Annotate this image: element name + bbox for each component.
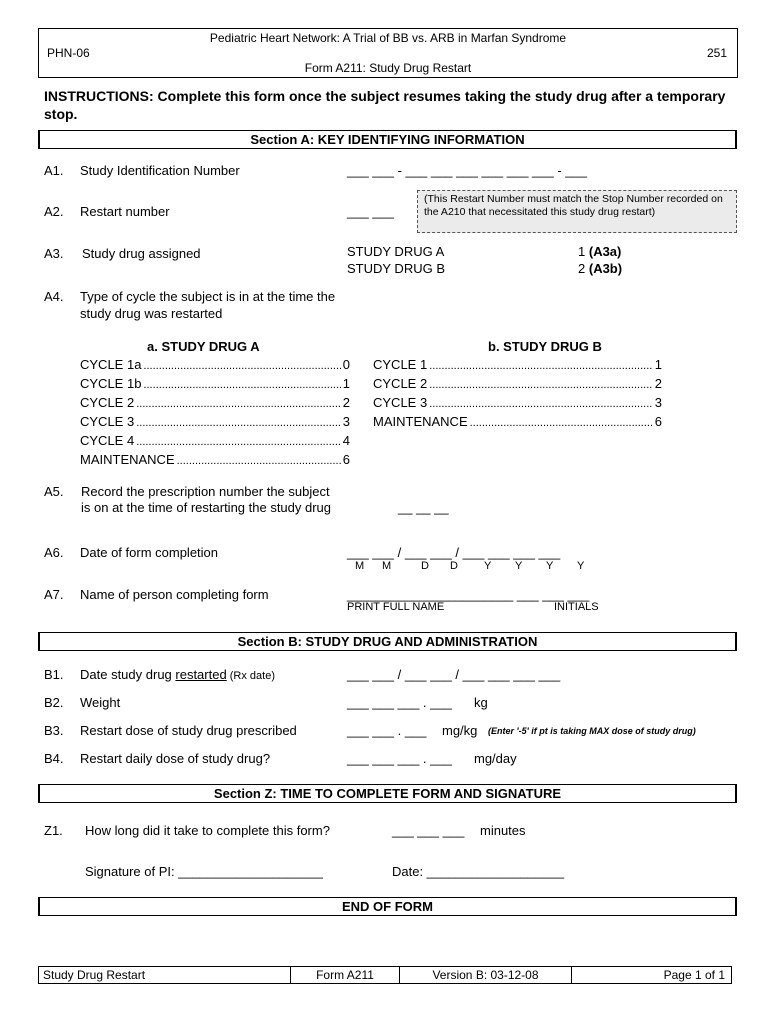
restart-date-field[interactable]: ___ ___ / ___ ___ / ___ ___ ___ ___ bbox=[347, 667, 561, 682]
protocol-id: PHN-06 bbox=[47, 46, 90, 60]
form-header bbox=[38, 28, 738, 78]
b1-label-small: (Rx date) bbox=[226, 670, 275, 682]
a2-label: Restart number bbox=[80, 204, 170, 219]
cycle-code: 6 bbox=[342, 452, 350, 467]
date-part-label: D bbox=[421, 560, 429, 572]
drug-b-title: b. STUDY DRUG B bbox=[488, 339, 602, 354]
a3-option-drug-a[interactable]: STUDY DRUG A bbox=[347, 244, 445, 259]
a3-skip-2: (A3b) bbox=[588, 261, 623, 276]
footer-page-number: Page 1 of 1 bbox=[663, 968, 725, 982]
date-part-label: M bbox=[355, 560, 365, 572]
cycle-code: 1 bbox=[342, 376, 350, 391]
completion-time-field[interactable]: ___ ___ ___ bbox=[392, 823, 465, 838]
a7-label: Name of person completing form bbox=[80, 587, 269, 602]
date-part-label: Y bbox=[484, 560, 492, 572]
drug-a-title: a. STUDY DRUG A bbox=[147, 339, 260, 354]
a5-label-line2: is on at the time of restarting the study drug bbox=[81, 500, 332, 515]
cycle-label: CYCLE 3 bbox=[80, 414, 135, 429]
form-completion-date-field[interactable]: ___ ___ / ___ ___ / ___ ___ ___ ___ bbox=[347, 545, 561, 560]
a2-number: A2. bbox=[44, 204, 64, 219]
restart-dose-field[interactable]: ___ ___ . ___ bbox=[347, 723, 427, 738]
drug-a-cycle-option[interactable] bbox=[80, 412, 350, 433]
b1-label bbox=[80, 667, 275, 682]
form-title: Form A211: Study Drug Restart bbox=[304, 61, 472, 75]
form-number: 251 bbox=[706, 46, 727, 60]
page-footer bbox=[38, 966, 732, 984]
end-of-form: END OF FORM bbox=[38, 897, 737, 916]
cycle-code: 4 bbox=[342, 433, 350, 448]
a3-option-drug-b[interactable]: STUDY DRUG B bbox=[347, 261, 445, 276]
drug-a-cycle-option[interactable] bbox=[80, 431, 350, 452]
cycle-code: 1 bbox=[654, 357, 662, 372]
a3-skip-1: (A3a) bbox=[588, 244, 622, 259]
a3-code-2 bbox=[578, 261, 622, 276]
daily-dose-unit: mg/day bbox=[474, 751, 517, 766]
b2-label: Weight bbox=[80, 695, 121, 710]
drug-a-cycle-option[interactable] bbox=[80, 374, 350, 395]
study-title: Pediatric Heart Network: A Trial of BB vs. ARB in Marfan Syndrome bbox=[209, 31, 567, 45]
a5-label-line1: Record the prescription number the subject bbox=[81, 484, 330, 499]
a6-number: A6. bbox=[44, 545, 64, 560]
cycle-code: 2 bbox=[342, 395, 350, 410]
drug-a-cycle-option[interactable] bbox=[80, 393, 350, 414]
restart-number-note: (This Restart Number must match the Stop Number recorded on the A210 that necessitated this study drug restart) bbox=[417, 190, 737, 233]
restart-number-field[interactable]: ___ ___ bbox=[347, 204, 394, 219]
drug-b-cycle-option[interactable] bbox=[373, 412, 662, 433]
cycle-label: MAINTENANCE bbox=[373, 414, 468, 429]
drug-b-cycle-option[interactable] bbox=[373, 393, 662, 414]
initials-label: INITIALS bbox=[554, 601, 599, 613]
a4-label-line1: Type of cycle the subject is in at the time the bbox=[80, 289, 336, 304]
b2-number: B2. bbox=[44, 695, 64, 710]
cycle-code: 2 bbox=[654, 376, 662, 391]
b4-number: B4. bbox=[44, 751, 64, 766]
a7-number: A7. bbox=[44, 587, 64, 602]
weight-field[interactable]: ___ ___ ___ . ___ bbox=[347, 695, 452, 710]
a4-label-line2: study drug was restarted bbox=[80, 306, 223, 321]
a3-label: Study drug assigned bbox=[82, 246, 201, 261]
pi-signature-field[interactable]: Signature of PI: ____________________ bbox=[85, 864, 323, 879]
footer-form-name: Study Drug Restart bbox=[39, 967, 291, 983]
dot-leader bbox=[470, 414, 653, 433]
a3-code-1 bbox=[578, 244, 621, 259]
cycle-code: 3 bbox=[342, 414, 350, 429]
cycle-code: 6 bbox=[654, 414, 662, 429]
weight-unit: kg bbox=[474, 695, 488, 710]
a4-number: A4. bbox=[44, 289, 64, 304]
a1-number: A1. bbox=[44, 163, 64, 178]
completion-time-unit: minutes bbox=[480, 823, 526, 838]
date-part-label: Y bbox=[577, 560, 585, 572]
a6-label: Date of form completion bbox=[80, 545, 219, 560]
a3-code-1-value: 1 bbox=[578, 244, 586, 259]
study-id-field[interactable]: ___ ___ - ___ ___ ___ ___ ___ ___ - ___ bbox=[347, 163, 587, 178]
b4-label: Restart daily dose of study drug? bbox=[80, 751, 271, 766]
cycle-label: CYCLE 1a bbox=[80, 357, 142, 372]
z1-number: Z1. bbox=[44, 823, 63, 838]
a3-code-2-value: 2 bbox=[578, 261, 586, 276]
b1-number: B1. bbox=[44, 667, 64, 682]
drug-a-cycle-option[interactable] bbox=[80, 355, 350, 376]
b3-label: Restart dose of study drug prescribed bbox=[80, 723, 297, 738]
a3-number: A3. bbox=[44, 246, 64, 261]
cycle-label: CYCLE 3 bbox=[373, 395, 428, 410]
z1-label: How long did it take to complete this form? bbox=[85, 823, 330, 838]
a1-label: Study Identification Number bbox=[80, 163, 240, 178]
cycle-code: 0 bbox=[342, 357, 350, 372]
footer-form-id: Form A211 bbox=[291, 967, 400, 983]
date-part-label: M bbox=[382, 560, 392, 572]
dot-leader bbox=[177, 452, 341, 471]
drug-b-cycle-option[interactable] bbox=[373, 374, 662, 395]
date-part-label: Y bbox=[546, 560, 554, 572]
max-dose-note: (Enter '-5' if pt is taking MAX dose of study drug) bbox=[488, 726, 696, 736]
instructions: INSTRUCTIONS: Complete this form once the subject resumes taking the study drug after a temporary stop. bbox=[44, 88, 726, 122]
cycle-label: CYCLE 2 bbox=[373, 376, 428, 391]
b1-label-text: Date study drug bbox=[80, 667, 176, 682]
b3-number: B3. bbox=[44, 723, 64, 738]
b1-label-underlined: restarted bbox=[175, 667, 227, 682]
cycle-code: 3 bbox=[654, 395, 662, 410]
cycle-label: CYCLE 2 bbox=[80, 395, 135, 410]
date-part-label: D bbox=[450, 560, 458, 572]
cycle-label: CYCLE 1 bbox=[373, 357, 428, 372]
footer-version: Version B: 03-12-08 bbox=[400, 967, 572, 983]
signature-date-field[interactable]: Date: ___________________ bbox=[392, 864, 565, 879]
cycle-label: MAINTENANCE bbox=[80, 452, 175, 467]
cycle-label: CYCLE 4 bbox=[80, 433, 135, 448]
prescription-number-field[interactable]: __ __ __ bbox=[398, 500, 449, 515]
section-b-header: Section B: STUDY DRUG AND ADMINISTRATION bbox=[38, 632, 737, 651]
drug-a-cycle-option[interactable] bbox=[80, 450, 350, 471]
section-a-header: Section A: KEY IDENTIFYING INFORMATION bbox=[38, 130, 737, 149]
date-part-label: Y bbox=[515, 560, 523, 572]
drug-b-cycle-option[interactable] bbox=[373, 355, 662, 376]
daily-dose-field[interactable]: ___ ___ ___ . ___ bbox=[347, 751, 452, 766]
print-full-name-label: PRINT FULL NAME bbox=[347, 601, 445, 613]
a5-number: A5. bbox=[44, 484, 64, 499]
restart-dose-unit: mg/kg bbox=[442, 723, 478, 738]
cycle-label: CYCLE 1b bbox=[80, 376, 142, 391]
section-z-header: Section Z: TIME TO COMPLETE FORM AND SIGNATURE bbox=[38, 784, 737, 803]
person-name-field[interactable]: _______________________ ___ ___ ___ bbox=[347, 587, 590, 602]
